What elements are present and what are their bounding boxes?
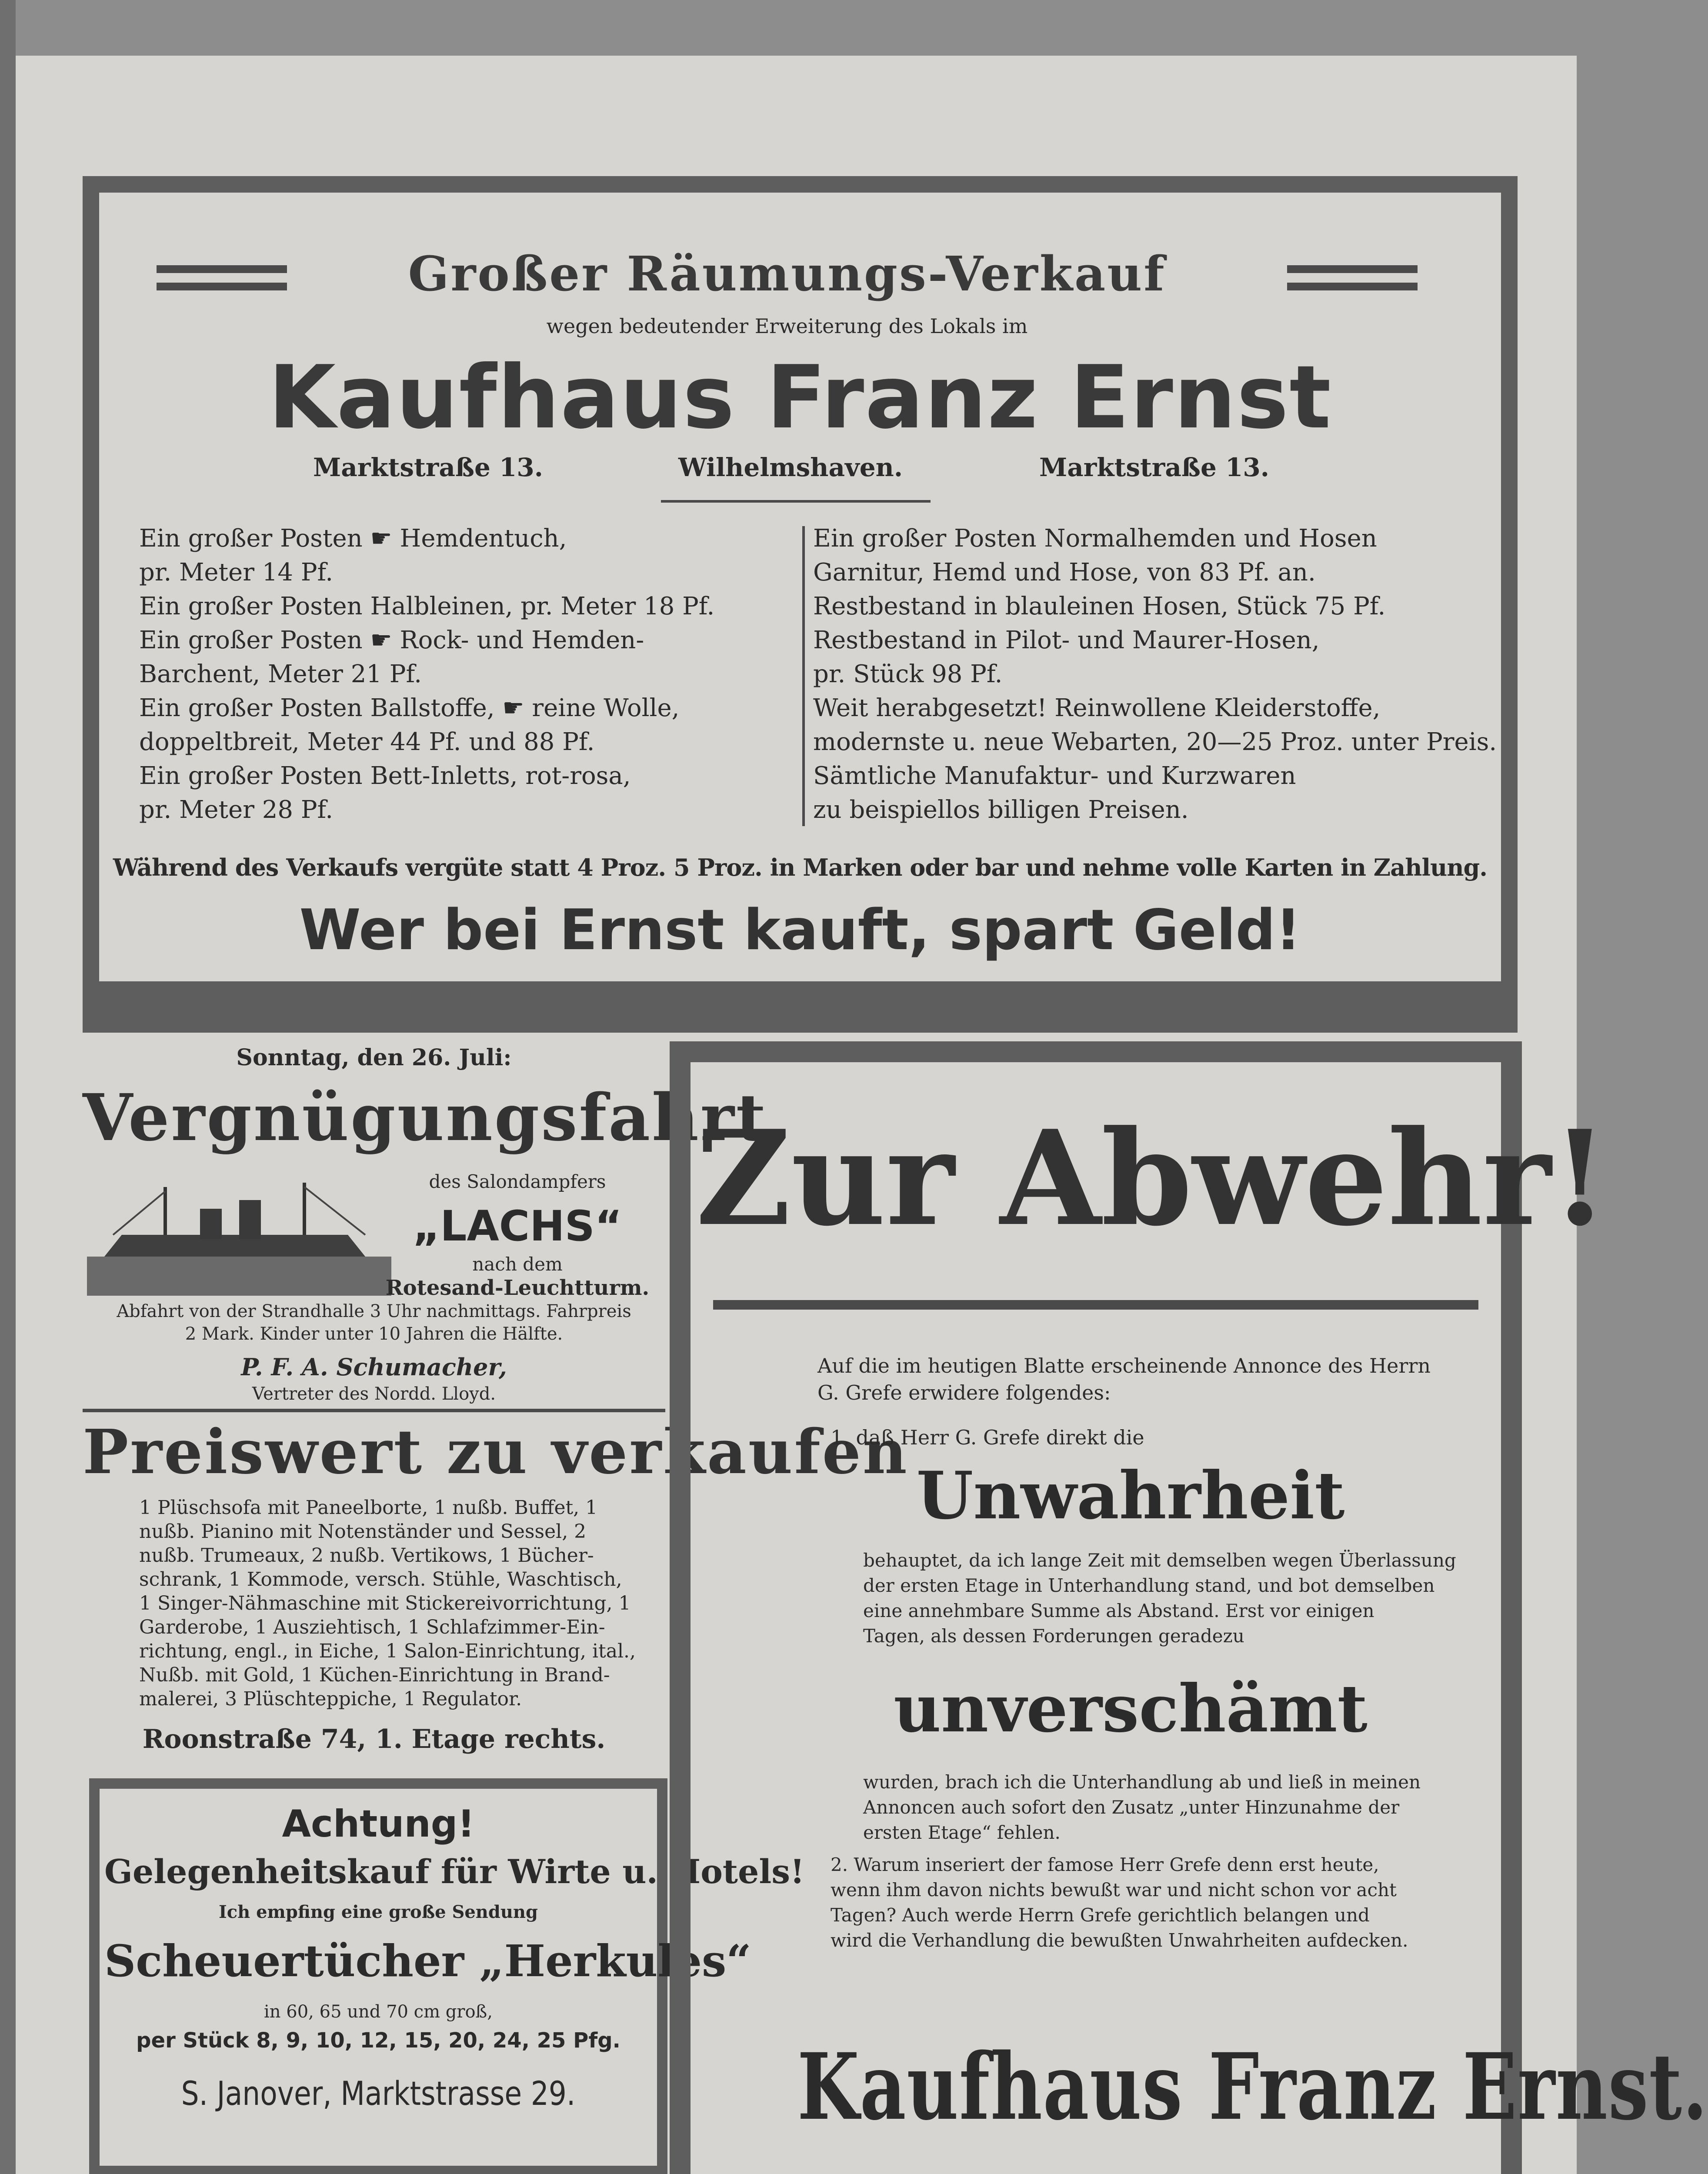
sale-list (139, 1496, 661, 1711)
top-ad-right-column (813, 522, 1497, 827)
left-item: Barchent, Meter 21 Pf. (139, 660, 422, 688)
left-item: Ein großer Posten Bett-Inletts, rot-rosa, (139, 762, 631, 790)
headline-rule-right-2 (1287, 283, 1418, 290)
defense-para-line: behauptet, da ich lange Zeit mit demselben wegen Überlassung (863, 1550, 1456, 1571)
hotel-ad-offer: Gelegenheitskauf für Wirte u. Hotels! (104, 1852, 805, 1891)
top-ad-city: Wilhelmshaven. (678, 453, 903, 482)
top-ad-bottom-bar (83, 998, 1518, 1033)
top-ad-store-name: Kaufhaus Franz Ernst (268, 347, 1332, 448)
excursion-ship: „LACHS“ (413, 1202, 622, 1250)
defense-intro-line: G. Grefe erwidere folgendes: (817, 1381, 1111, 1404)
excursion-title: Vergnügungsfahrt (83, 1080, 768, 1155)
excursion-detail: Abfahrt von der Strandhalle 3 Uhr nachmittags. Fahrpreis (117, 1301, 631, 1321)
right-item: Restbestand in Pilot- und Maurer-Hosen, (813, 626, 1320, 654)
right-item: Garnitur, Hemd und Hose, von 83 Pf. an. (813, 558, 1316, 587)
defense-intro (817, 1352, 1470, 1406)
sale-line: 1 Plüschsofa mit Paneelborte, 1 nußb. Buffet, 1 (139, 1497, 598, 1519)
left-item: Ein großer Posten ☛ Hemdentuch, (139, 524, 567, 553)
sale-line: richtung, engl., in Eiche, 1 Salon-Einrichtung, ital., (139, 1640, 636, 1662)
right-item: Ein großer Posten Normalhemden und Hosen (813, 524, 1377, 553)
left-item: pr. Meter 14 Pf. (139, 558, 334, 587)
sale-line: schrank, 1 Kommode, versch. Stühle, Waschtisch, (139, 1568, 622, 1590)
sale-line: Garderobe, 1 Ausziehtisch, 1 Schlafzimmer-Ein- (139, 1616, 605, 1638)
top-ad-slogan: Wer bei Ernst kauft, spart Geld! (299, 898, 1301, 963)
defense-word-unwahrheit: Unwahrheit (916, 1457, 1345, 1534)
top-ad-separator (661, 500, 931, 503)
excursion-detail: 2 Mark. Kinder unter 10 Jahren die Hälfte. (185, 1324, 563, 1344)
excursion-destination: Rotesand-Leuchtturm. (385, 1276, 650, 1300)
right-item: Sämtliche Manufaktur- und Kurzwaren (813, 762, 1296, 790)
top-ad-left-column (139, 522, 800, 827)
sale-line: nußb. Trumeaux, 2 nußb. Vertikows, 1 Bücher- (139, 1544, 594, 1567)
top-ad-headline: Großer Räumungs-Verkauf (408, 246, 1166, 302)
defense-title: Zur Abwehr! (696, 1101, 1609, 1255)
top-ad-address-right: Marktstraße 13. (1039, 453, 1269, 482)
defense-item1-lead: 1. daß Herr G. Grefe direkt die (831, 1426, 1144, 1449)
right-item: zu beispiellos billigen Preisen. (813, 796, 1189, 824)
left-item: pr. Meter 28 Pf. (139, 796, 334, 824)
excursion-details (87, 1300, 661, 1345)
headline-rule-right (1287, 265, 1418, 273)
left-item: Ein großer Posten ☛ Rock- und Hemden- (139, 626, 644, 654)
defense-paragraph2 (863, 1770, 1472, 1845)
hotel-ad-shipment: Ich empfing eine große Sendung (219, 1902, 538, 1922)
defense-para-line: Tagen, als dessen Forderungen geradezu (863, 1625, 1244, 1647)
defense-item2-line: wird die Verhandlung die bewußten Unwahrheiten aufdecken. (831, 1930, 1408, 1951)
defense-title-rule (713, 1300, 1478, 1310)
top-ad-column-divider (802, 526, 805, 826)
defense-para-line: eine annehmbare Summe als Abstand. Erst vor einigen (863, 1600, 1374, 1621)
hotel-ad-prices: per Stück 8, 9, 10, 12, 15, 20, 24, 25 Pfg. (136, 2028, 620, 2053)
excursion-agent-role: Vertreter des Nordd. Lloyd. (252, 1384, 496, 1404)
headline-rule-left (157, 265, 287, 273)
divider (83, 1409, 665, 1412)
sale-title: Preiswert zu verkaufen (83, 1417, 909, 1488)
excursion-date: Sonntag, den 26. Juli: (236, 1044, 512, 1071)
left-item: doppeltbreit, Meter 44 Pf. und 88 Pf. (139, 728, 595, 756)
left-item: Ein großer Posten Ballstoffe, ☛ reine Wolle, (139, 694, 680, 722)
hotel-ad-sizes: in 60, 65 und 70 cm groß, (264, 2002, 493, 2022)
steamship-icon (87, 1170, 391, 1300)
excursion-line1: des Salondampfers (429, 1171, 606, 1192)
right-item: modernste u. neue Webarten, 20—25 Proz. unter Preis. (813, 728, 1497, 756)
right-item: Weit herabgesetzt! Reinwollene Kleiderstoffe, (813, 694, 1381, 722)
defense-item2-line: Tagen? Auch werde Herrn Grefe gerichtlich belangen und (831, 1904, 1370, 1926)
binding-spine (0, 0, 16, 2174)
left-item: Ein großer Posten Halbleinen, pr. Meter 18 Pf. (139, 592, 715, 620)
defense-para-line: der ersten Etage in Unterhandlung stand, und bot demselben (863, 1575, 1435, 1596)
sale-line: nußb. Pianino mit Notenständer und Sessel, 2 (139, 1520, 587, 1543)
defense-item2-line: wenn ihm davon nichts bewußt war und nicht schon vor acht (831, 1879, 1397, 1901)
sale-address: Roonstraße 74, 1. Etage rechts. (142, 1724, 606, 1754)
defense-para-line: ersten Etage“ fehlen. (863, 1822, 1061, 1843)
defense-para-line: wurden, brach ich die Unterhandlung ab und ließ in meinen (863, 1771, 1421, 1793)
hotel-ad-seller: S. Janover, Marktstrasse 29. (181, 2074, 576, 2113)
defense-word-unverschaemt: unverschämt (894, 1671, 1368, 1747)
excursion-line2: nach dem (472, 1254, 563, 1275)
defense-item2 (831, 1852, 1474, 1953)
top-ad-address-left: Marktstraße 13. (313, 453, 543, 482)
headline-rule-left-2 (157, 283, 287, 290)
defense-paragraph1 (863, 1548, 1472, 1649)
defense-para-line: Annoncen auch sofort den Zusatz „unter Hinzunahme der (863, 1797, 1400, 1818)
hotel-ad-attention: Achtung! (282, 1802, 475, 1846)
right-item: Restbestand in blauleinen Hosen, Stück 75 Pf. (813, 592, 1386, 620)
top-ad-subheadline: wegen bedeutender Erweiterung des Lokals im (546, 314, 1028, 338)
sale-line: 1 Singer-Nähmaschine mit Stickereivorrichtung, 1 (139, 1592, 631, 1614)
excursion-agent: P. F. A. Schumacher, (241, 1353, 507, 1381)
defense-item2-line: 2. Warum inseriert der famose Herr Grefe denn erst heute, (831, 1854, 1379, 1875)
right-item: pr. Stück 98 Pf. (813, 660, 1003, 688)
sale-line: malerei, 3 Plüschteppiche, 1 Regulator. (139, 1688, 522, 1710)
sale-line: Nußb. mit Gold, 1 Küchen-Einrichtung in Brand- (139, 1664, 610, 1686)
defense-signature: Kaufhaus Franz Ernst. (797, 2033, 1708, 2141)
top-ad-notice: Während des Verkaufs vergüte statt 4 Proz. 5 Proz. in Marken oder bar und nehme volle Karten in Zahlung. (113, 854, 1488, 881)
hotel-ad-product: Scheuertücher „Herkules“ (104, 1935, 751, 1987)
defense-intro-line: Auf die im heutigen Blatte erscheinende Annonce des Herrn (817, 1354, 1431, 1377)
